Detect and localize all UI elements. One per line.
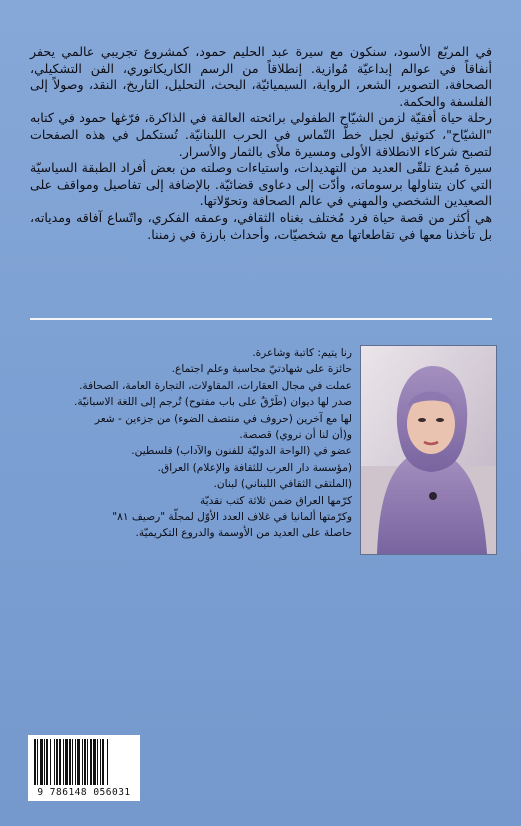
author-bio <box>74 345 352 542</box>
bio-line: و(أن لنا أن نروي) قصصة. <box>239 429 352 442</box>
bio-line: عضو في (الواحة الدوليّة للفنون والآداب) فلسطين. <box>131 445 352 458</box>
synopsis-paragraph-4: هي أكثر من قصة حياة فرد مُختلف بغناه الثقافي، وعمقه الفكري، واتّساع آفاقه ومدياته، بل تأخذنا معها في تقاطعاتها مع شخصيّات، وأحداث بارزة في زمننا. <box>30 209 492 242</box>
bio-line: حائزة على شهادتيّ محاسبة وعلم اجتماع. <box>171 363 352 376</box>
section-divider <box>30 318 492 320</box>
synopsis-paragraph-2: رحلة حياة أفقيّة لزمن الشيّاح الطفولي برائحته العالقة في الذاكرة، فرّغها حمود في كتابه "الشيّاح"، كتوثيق لجيل خطّ التّماس في الحرب اللبنانيّة. تُستكمل في هذه الصفحات لتصبح شركاء الانطلاقة الأولى ومسيرة ملأى بالثمار والأسرار. <box>30 110 492 159</box>
synopsis-paragraph-1: في المربّع الأسود، سنكون مع سيرة عبد الحليم حمود، كمشروع تجريبي عالمي يحفر أنفاقاً في عوالم إبداعيّة مُوازية. إنطلاقاً من الرسم الكاريكاتوري، الفن التشكيلي، الصحافة، التصوير، الشعر، الرواية، السيميائيّة، البحث، التحليل، التاريخ، النقد، وصولاً إلى الفلسفة والحكمة. <box>30 44 492 109</box>
author-photo <box>360 345 497 555</box>
bio-line: (الملتقى الثقافي اللبناني) لبنان. <box>213 478 352 491</box>
isbn-barcode <box>28 735 140 801</box>
bio-line: صدر لها ديوان (طَرْقٌ على باب مفتوح) تُرجم إلى اللغة الاسبانيّة. <box>74 396 352 409</box>
bio-line: كرّمها العراق ضمن ثلاثة كتب نقديّة <box>199 494 352 507</box>
bio-line: رنا يتيم: كاتبة وشاعرة. <box>252 347 352 359</box>
synopsis-text <box>30 44 492 243</box>
bio-line: عملت في مجال العقارات، المقاولات، التجارة العامة، الصحافة. <box>79 379 352 392</box>
barcode-bars <box>34 739 134 787</box>
bio-line: لها مع آخرين (حروف في منتصف الضوء) من جزءين - شعر <box>94 412 352 425</box>
bio-line: وكرّمتها ألمانيا في غلاف العدد الأوّل لمجلّة "رصيف ٨١" <box>112 511 352 524</box>
synopsis-paragraph-3: سيرة مُبدع تلقّى العديد من التهديدات، واستياءات وصلته من بعض أفراد الطبقة السياسيّة التي كان يتناولها برسوماته، وأدّت إلى دعاوى قضائيّة. بالإضافة إلى تفاصيل ومواقف على الصعيدين الشخصي والمهني في عالم الصحافة وتحوّلاتها. <box>30 160 492 209</box>
author-portrait-illustration <box>361 346 496 554</box>
isbn-number: 9 786148 056031 <box>37 787 131 798</box>
bio-line: حاصلة على العديد من الأوسمة والدروع التكريميّة. <box>135 527 352 540</box>
bio-line: (مؤسسة دار العرب للثقافة والإعلام) العراق. <box>157 461 352 474</box>
